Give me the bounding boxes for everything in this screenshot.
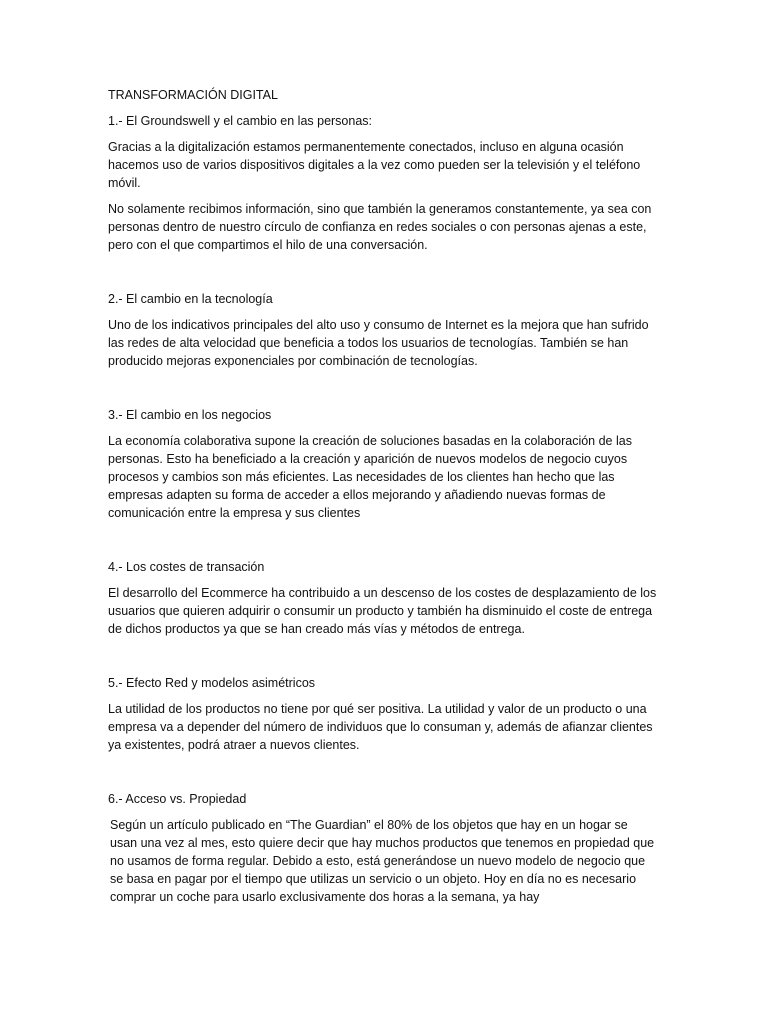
- section-2: [108, 290, 658, 370]
- section-6: [108, 790, 658, 906]
- section-heading: 1.- El Groundswell y el cambio en las personas:: [108, 114, 373, 128]
- paragraph: Gracias a la digitalización estamos permanentemente conectados, incluso en alguna ocasión hacemos uso de varios dispositivos digitales a la vez como pueden ser la televisión y el teléfono móvil.: [108, 140, 641, 190]
- section-spacer: [108, 762, 658, 790]
- section-spacer: [108, 530, 658, 558]
- paragraph: La economía colaborativa supone la creación de soluciones basadas en la colaboración de las personas. Esto ha beneficiado a la creación y aparición de nuevos modelos de negocio cuyos procesos y cambios son más eficientes. Las necesidades de los clientes han hecho que las empresas adapten su forma de acceder a ellos mejorando y añadiendo nuevas formas de comunicación entre la empresa y sus clientes: [108, 434, 632, 520]
- paragraph: El desarrollo del Ecommerce ha contribuido a un descenso de los costes de desplazamiento de los usuarios que quieren adquirir o consumir un producto y también ha disminuido el coste de entrega de dichos productos ya que se han creado más vías y métodos de entrega.: [108, 586, 657, 636]
- section-heading: 4.- Los costes de transación: [108, 560, 265, 574]
- paragraph: La utilidad de los productos no tiene por qué ser positiva. La utilidad y valor de un producto o una empresa va a depender del número de individuos que lo consuman y, además de afianzar clientes ya existentes, podrá atraer a nuevos clientes.: [108, 702, 653, 752]
- document-title: TRANSFORMACIÓN DIGITAL: [108, 88, 278, 102]
- section-heading: 5.- Efecto Red y modelos asimétricos: [108, 676, 316, 690]
- section-heading: 3.- El cambio en los negocios: [108, 408, 272, 422]
- section-heading: 2.- El cambio en la tecnología: [108, 292, 273, 306]
- section-heading: 6.- Acceso vs. Propiedad: [108, 792, 247, 806]
- document-body: [108, 86, 658, 906]
- paragraph: No solamente recibimos información, sino que también la generamos constantemente, ya sea con personas dentro de nuestro círculo de confianza en redes sociales o con personas ajenas a este, pero con el que compartimos el hilo de una conversación.: [108, 202, 652, 252]
- section-5: [108, 674, 658, 754]
- paragraph: Uno de los indicativos principales del alto uso y consumo de Internet es la mejora que han sufrido las redes de alta velocidad que beneficia a todos los usuarios de tecnologías. También se han producido mejoras exponenciales por combinación de tecnologías.: [108, 318, 649, 368]
- section-spacer: [108, 378, 658, 406]
- section-4: [108, 558, 658, 638]
- section-1: [108, 112, 658, 254]
- section-spacer: [108, 262, 658, 290]
- paragraph: Según un artículo publicado en “The Guardian” el 80% de los objetos que hay en un hogar se usan una vez al mes, esto quiere decir que hay muchos productos que tenemos en propiedad que no usamos de forma regular. Debido a esto, está generándose un nuevo modelo de negocio que se basa en pagar por el tiempo que utilizas un servicio o un objeto. Hoy en día no es necesario comprar un coche para usarlo exclusivamente dos horas a la semana, ya hay: [110, 818, 655, 904]
- section-3: [108, 406, 658, 522]
- section-spacer: [108, 646, 658, 674]
